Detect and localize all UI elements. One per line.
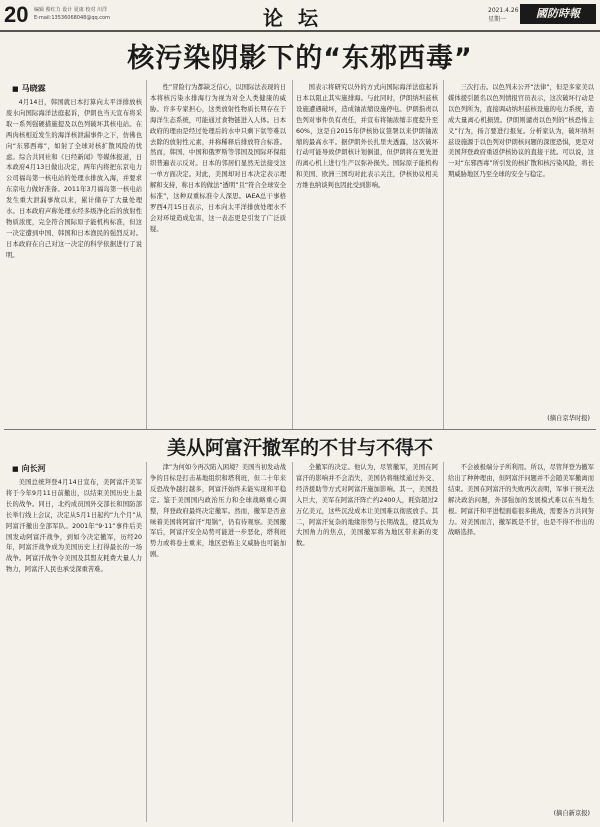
section-title: 论 坛 xyxy=(263,6,322,30)
article1-text-1: 4月14日，韩国就日本打算向太平洋排放核废水向国际海洋法庭起诉，伊朗也当天宣布将采取一系列强硬措施提及以色列破坏其核电站。在两肉核相近发生的海洋核泄漏事件之下，仿佛也向“东邪西毒”，如射了全球对核扩散风险的忧虑。综合共同社和《日经新闻》等媒体报道，日本政府4月13日做出决定，两年内将把东京电力公司福岛第一核电站的处理水排放入海，并要求东京电力做好准备。2011年3月福岛第一核电站发生重大泄漏事故以来，累计储存了大量处理水。日本政府声称处理水经多级净化后的放射性物质浓度，完全符合国际原子能机构标准，但这一决定遭到中国、韩国和日本渔民的强烈反对。日本政府在自己对这一决定的科学依据进行了说明。 xyxy=(6,99,142,259)
issue-date xyxy=(488,6,519,24)
article2-text-3: 全撤军的决定。他认为，尽管撤军，美国在阿富汗的影响并不会消失，美国仍将继续通过外交、经济援助等方式对阿富汗施加影响。其一，美国投入巨大，美军在阿富汗阵亡约2400人，耗资超过2万亿美元，这些沉没成本让美国难以彻底放手。其二，阿富汗复杂的地缘形势与长期战乱，使其成为大国角力的焦点，美国撤军将为地区带来新的变数。 xyxy=(296,464,438,548)
column-divider xyxy=(146,80,147,430)
article2-text-4: 不会被极端分子所利用。所以，尽管拜登为撤军给出了种种理由，但阿富汗问题并不会随美军撤离而结束。美国在阿富汗的失败再次表明，军事干预无法解决政治问题，外部强加的发展模式难以在当地生根。阿富汗和平进程面临很多挑战，需要各方共同努力。对美国而言，撤军既是不甘，也是不得不作出的战略选择。 xyxy=(448,464,594,537)
column-divider xyxy=(443,462,444,822)
date-text: 2021.4.26 xyxy=(488,7,519,14)
editor-info xyxy=(34,6,110,22)
article2-headline: 美从阿富汗撤军的不甘与不得不 xyxy=(166,437,433,459)
column-divider xyxy=(146,462,147,822)
article-separator xyxy=(4,429,596,430)
editor-line: 编辑 蔡红力 设计 夏康 校对 川洋 xyxy=(34,7,107,13)
column-divider xyxy=(292,80,293,430)
article1-column-1 xyxy=(6,98,142,428)
article1-text-3: 国表示将研究以外的方式向国际海洋法庭起诉日本以阻止其实施排海。与此同时，伊朗纳坦兹核设施遭遇破坏，造成铀浓缩设施停电。伊朗指责以色列对事件负有责任，并宣布将铀浓缩丰度提升至60%，这是自2015年伊核协议签署以来伊朗铀浓缩的最高水平。据伊朗外长扎里夫透露，这次破坏行动可能导致伊朗核计划倒退，但伊朗将在更先进的离心机上进行生产以弥补损失。国际原子能机构和美国、欧洲三国均对此表示关注，伊核协议相关方维也纳谈判也因此受到影响。 xyxy=(296,84,438,190)
article2-source: (摘自新京报) xyxy=(553,810,590,817)
article1-author: ■ 马晓霖 xyxy=(12,83,46,94)
column-divider xyxy=(443,80,444,430)
article1-column-4 xyxy=(448,83,594,408)
masthead-logo: 國防時報 xyxy=(520,4,596,24)
article2-author: ■ 向长河 xyxy=(12,463,46,474)
article2-text-1: 美国总统拜登4月14日宣布，美阿富汗美军将于今年9月11日前撤出，以结束美国历史上最长的战争。同日，北约成员国外交部长和国防部长举行线上会议，决定从5月1日起约“九个月”从阿富汗撤出全部军队。2001年“9·11”事件后美国发动阿富汗战争，到如今决定撤军，历经20年，阿富汗战争成为美国历史上打得最长的一场战争。阿富汗战争令美国及其盟友耗费大量人力物力，阿富汗人民也承受深重苦难。 xyxy=(6,479,142,574)
column-divider xyxy=(292,462,293,822)
page-header xyxy=(0,0,600,32)
article2-column-3 xyxy=(296,463,438,820)
article1-column-2 xyxy=(150,83,286,428)
article1-column-3 xyxy=(296,83,438,428)
article2-column-1 xyxy=(6,478,142,820)
article1-text-4: 三次打击。以色列未公开“法律”，但是多家美以媒体援引匿名以色列情报官员表示，这次破坏行动是以色列所为，直接调动纳坦兹核设施的电力系统，造成大量离心机损毁。伊朗则谴责以色列的“核恐怖主义”行为，扬言要进行报复。分析家认为，破坏纳坦兹设施源于以色列对伊朗核问题的深度恐惧，更是对美国拜登政府重返伊核协议的直接干扰。可以说，这一对“东邪西毒”所引发的核扩散和核污染风险，将长期威胁地区乃至全球的安全与稳定。 xyxy=(448,84,594,179)
article1-text-2: 性”冒险行为都缺乏信心，以国际法表现的日本将核污染水排海行为视为对全人类健康的威胁。许多专家担心，这类放射性物质长期存在于海洋生态系统，可能通过食物链进入人体。日本政府的理由是经过处理后的水中只剩下氚等难以去除的放射性元素，并称稀释后排放符合标准。然而，韩国、中国和俄罗斯等邻国及国际环保组织普遍表示反对。日本的邻居们显然无法接受这一单方面决定。对此，美国却对日本决定表示理解和支持，称日本的做法“透明”且“符合全球安全标准”，这种双重标准令人深思。IAEA总干事格罗西4月15日表示，日本向太平洋排放处理水不会对环境造成危害，这一表态更是引发了广泛质疑。 xyxy=(150,84,286,233)
email-line: E-mail:13536068048@qq.com xyxy=(34,15,110,21)
article2-column-2 xyxy=(150,463,286,820)
article2-column-4 xyxy=(448,463,594,803)
article1-headline: 核污染阴影下的“东邪西毒” xyxy=(127,43,473,74)
weekday-text: 星期一 xyxy=(488,16,507,23)
article1-source: (摘自京华时报) xyxy=(547,415,590,422)
article2-text-2: 津”为何如今再次陷入困境？美国当初发动战争的目标是打击基地组织和塔利班，但二十年来反恐战争越打越多，阿富汗始终未能实现和平稳定。鉴于美国国内政治压力和全球战略重心调整，拜登政府最终决定撤军。然而，撤军是否意味着美国将阿富汗“甩锅”，仍有待观察。美国撤军后，阿富汗安全局势可能进一步恶化，塔利班势力或将卷土重来，地区恐怖主义威胁也可能加剧。 xyxy=(150,464,286,559)
page-number: 20 xyxy=(4,2,29,27)
